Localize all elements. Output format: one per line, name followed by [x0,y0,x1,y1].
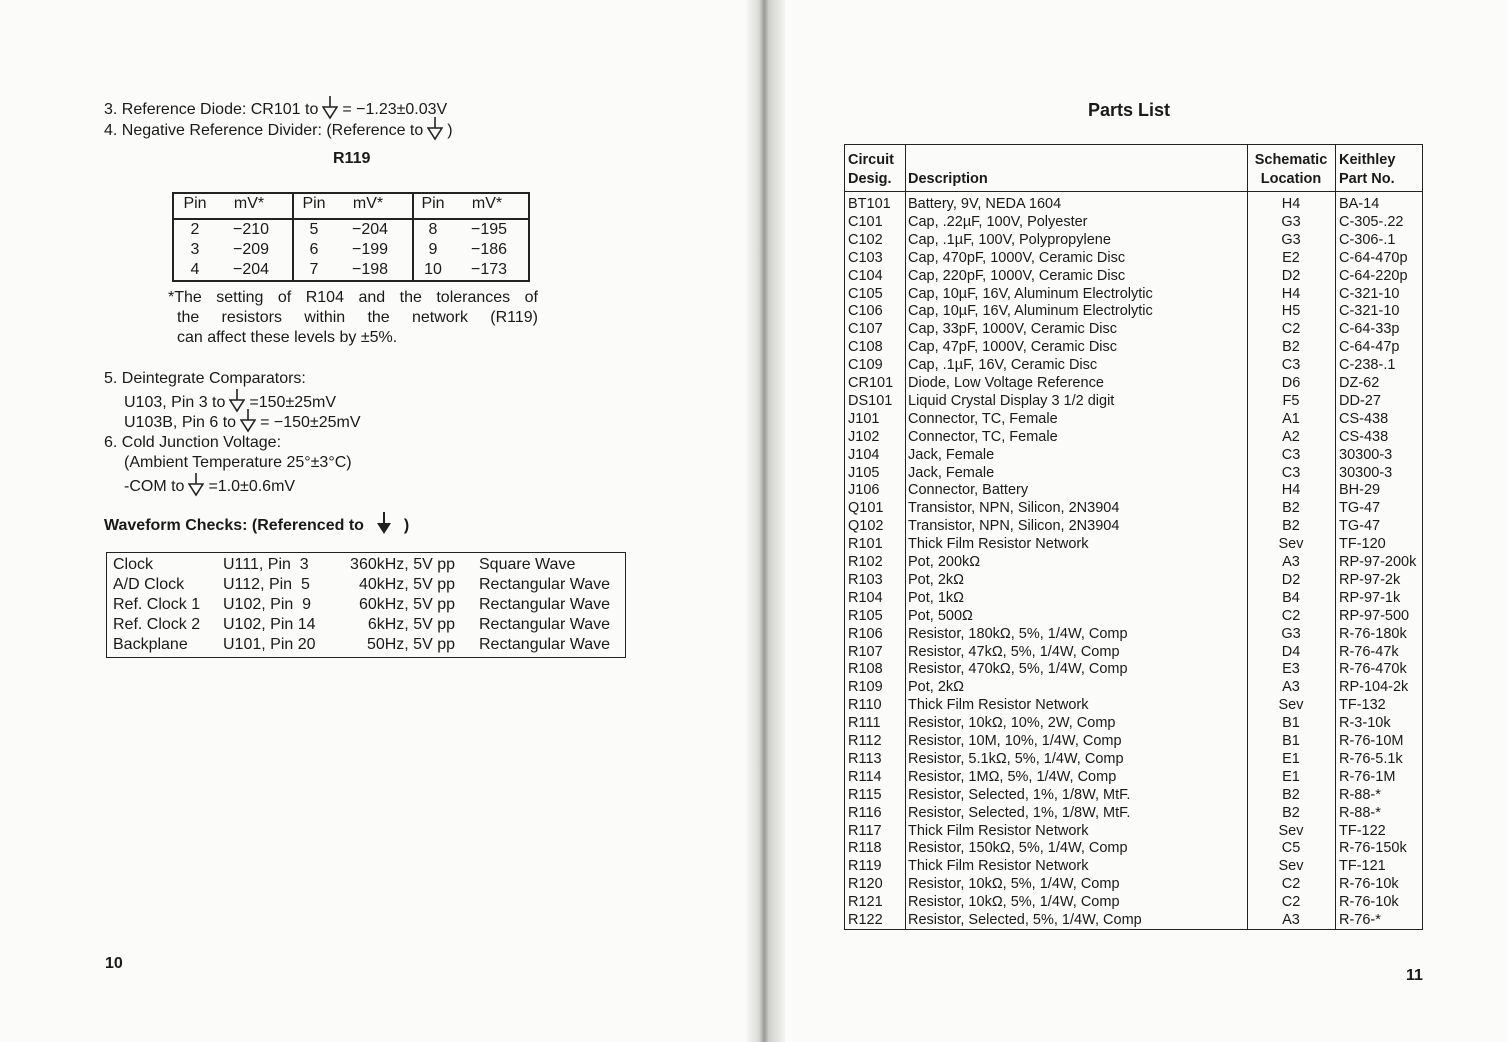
keithley-part-no: RP-104-2k [1339,679,1409,696]
frequency: 40kHz, 5V pp [358,576,455,593]
column-divider [412,194,414,280]
item-5-value: = −150±25mV [260,414,361,431]
circuit-designation: Q101 [848,500,884,517]
circuit-designation: BT101 [848,196,891,212]
parts-row [845,893,1422,911]
schematic-location: H4 [1281,482,1301,499]
circuit-designation: R111 [848,715,881,732]
r119-table [172,192,530,282]
description: Diode, Low Voltage Reference [908,375,1104,391]
parts-row [845,732,1422,750]
keithley-part-no: TF-132 [1339,697,1386,714]
description: Cap, .1µF, 16V, Ceramic Disc [908,357,1098,374]
circuit-designation: C101 [848,213,883,230]
schematic-location: A2 [1282,428,1300,445]
item-6-title: 6. Cold Junction Voltage: [104,434,282,451]
description: Pot, 2kΩ [908,679,964,696]
keithley-part-no: DD-27 [1339,392,1381,409]
pin-value: 5 [309,221,319,238]
parts-row [845,302,1422,320]
schematic-location: H4 [1281,196,1301,212]
circuit-designation: R103 [848,571,883,588]
schematic-location: Sev [1278,536,1304,553]
description: Cap, 33pF, 1000V, Ceramic Disc [908,321,1118,338]
parts-row [845,786,1422,804]
parts-row [845,607,1422,625]
parts-row [845,410,1422,428]
schematic-location: E3 [1282,661,1300,678]
r119-title: R119 [333,150,371,167]
waveform-type: Rectangular Wave [479,576,611,593]
keithley-part-no: RP-97-1k [1339,589,1401,606]
parts-list-title: Parts List [1088,100,1171,120]
header-schematic: Schematic [1254,152,1328,168]
schematic-location: A3 [1282,912,1300,928]
frequency: 50Hz, 5V pp [366,636,455,653]
item-5-label: U103B, Pin 6 to [124,414,237,431]
circuit-designation: R108 [848,661,883,678]
page-number: 10 [105,955,123,972]
description: Battery, 9V, NEDA 1604 [908,196,1062,212]
schematic-location: C3 [1281,446,1301,463]
keithley-part-no: C-64-33p [1339,321,1400,338]
signal-name: Ref. Clock 2 [113,616,201,633]
schematic-location: B2 [1282,518,1300,535]
parts-row [845,714,1422,732]
waveform-type: Rectangular Wave [479,596,611,613]
test-point: U101, Pin 20 [223,636,316,653]
circuit-designation: R104 [848,589,883,606]
description: Cap, .22µF, 100V, Polyester [908,213,1088,230]
mv-value: −204 [351,221,389,238]
header-circuit: Circuit [848,152,894,168]
waveform-title-close: ) [403,517,410,534]
circuit-designation: R101 [848,536,883,553]
schematic-location: C2 [1281,876,1301,893]
header-description: Description [908,171,988,187]
parts-row [845,338,1422,356]
pin-value: 4 [190,261,200,278]
keithley-part-no: R-3-10k [1339,715,1391,732]
description: Connector, Battery [908,482,1029,499]
mv-value: −173 [470,261,508,278]
description: Cap, .1µF, 100V, Polypropylene [908,231,1111,248]
waveform-type: Rectangular Wave [479,636,611,653]
circuit-designation: J101 [848,410,880,427]
description: Thick Film Resistor Network [908,822,1089,839]
keithley-part-no: RP-97-500 [1339,607,1410,624]
keithley-part-no: R-76-10k [1339,894,1399,911]
keithley-part-no: R-88-* [1339,804,1381,821]
schematic-location: D2 [1281,571,1301,588]
signal-name: Backplane [113,636,188,653]
ground-icon [427,117,443,141]
schematic-location: B2 [1282,500,1300,517]
description: Resistor, 10kΩ, 5%, 1/4W, Comp [908,894,1120,911]
circuit-designation: R107 [848,643,883,660]
page-number: 11 [1406,967,1423,984]
parts-row [845,768,1422,786]
pin-value: 2 [190,221,200,238]
circuit-designation: J104 [848,446,880,463]
description: Liquid Crystal Display 3 1/2 digit [908,392,1115,409]
description: Resistor, 470kΩ, 5%, 1/4W, Comp [908,661,1128,678]
schematic-location: B2 [1282,339,1300,356]
footnote-line: the resistors within the network (R119) [177,309,538,326]
keithley-part-no: BH-29 [1339,482,1381,499]
parts-row [845,195,1422,213]
parts-row [845,571,1422,589]
circuit-designation: C102 [848,231,883,248]
header-location: Location [1260,171,1322,187]
parts-row [845,285,1422,303]
parts-row [845,875,1422,893]
circuit-designation: R119 [848,858,882,875]
parts-row [845,857,1422,875]
pin-value: 9 [428,241,438,258]
keithley-part-no: C-238-.1 [1339,357,1396,374]
waveform-type: Rectangular Wave [479,616,611,633]
mv-value: −195 [470,221,508,238]
header-keithley: Keithley [1339,152,1396,168]
schematic-location: B1 [1282,733,1300,749]
frequency: 360kHz, 5V pp [350,556,455,573]
item-6-line-2 [124,473,295,497]
circuit-designation: C105 [848,285,883,302]
description: Jack, Female [908,446,995,463]
schematic-location: Sev [1278,697,1304,714]
keithley-part-no: R-76-47k [1339,643,1399,660]
ground-icon [240,409,256,433]
circuit-designation: J102 [848,428,880,445]
parts-row [845,660,1422,678]
circuit-designation: R118 [848,840,882,857]
schematic-location: B1 [1282,715,1300,732]
keithley-part-no: C-321-10 [1339,285,1400,302]
circuit-designation: R116 [848,804,882,821]
parts-row [845,374,1422,392]
keithley-part-no: C-305-.22 [1339,213,1404,230]
item-4 [104,117,453,141]
schematic-location: C2 [1281,607,1301,624]
pin-value: 8 [428,221,438,238]
description: Resistor, 180kΩ, 5%, 1/4W, Comp [908,625,1128,642]
waveform-row [107,616,625,636]
parts-row [845,392,1422,410]
keithley-part-no: R-76-470k [1339,661,1407,678]
circuit-designation: J106 [848,482,880,499]
circuit-designation: Q102 [848,518,884,535]
keithley-part-no: 30300-3 [1339,464,1393,481]
keithley-part-no: R-76-10M [1339,733,1404,749]
circuit-designation: R102 [848,554,883,570]
parts-row [845,356,1422,374]
circuit-designation: CR101 [848,375,894,391]
description: Pot, 500Ω [908,607,973,624]
footnote [168,288,538,348]
schematic-location: C2 [1281,894,1301,911]
circuit-designation: R117 [848,822,882,839]
signal-name: A/D Clock [113,576,185,593]
keithley-part-no: R-88-* [1339,786,1381,803]
waveform-title-text: Waveform Checks: (Referenced to [104,517,364,534]
parts-row [845,428,1422,446]
keithley-part-no: TG-47 [1339,500,1381,517]
description: Thick Film Resistor Network [908,858,1089,875]
parts-table [844,144,1423,930]
circuit-designation: C106 [848,303,883,320]
schematic-location: E2 [1282,249,1300,266]
keithley-part-no: CS-438 [1339,410,1389,427]
pin-value: 10 [424,261,442,278]
schematic-location: A3 [1282,679,1300,696]
circuit-designation: R114 [848,768,882,785]
description: Resistor, 10M, 10%, 1/4W, Comp [908,733,1122,749]
header-pin: Pin [421,195,445,212]
schematic-location: B2 [1282,786,1300,803]
description: Transistor, NPN, Silicon, 2N3904 [908,500,1120,517]
description: Cap, 47pF, 1000V, Ceramic Disc [908,339,1118,356]
circuit-designation: C104 [848,267,883,284]
schematic-location: E1 [1282,768,1300,785]
description: Cap, 220pF, 1000V, Ceramic Disc [908,267,1126,284]
parts-row [845,553,1422,571]
description: Pot, 2kΩ [908,571,964,588]
mv-value: −199 [351,241,389,258]
book-spine [745,0,785,1042]
item-6-value: =1.0±0.6mV [208,478,296,495]
header-pin: Pin [183,195,207,212]
keithley-part-no: R-76-* [1339,912,1381,928]
circuit-designation: R109 [848,679,883,696]
keithley-part-no: C-64-470p [1339,249,1408,266]
column-divider [292,194,294,280]
item-6-line-1: (Ambient Temperature 25°±3°C) [124,454,352,471]
parts-row [845,822,1422,840]
mv-value: −210 [232,221,270,238]
description: Resistor, 10kΩ, 10%, 2W, Comp [908,715,1116,732]
keithley-part-no: RP-97-200k [1339,554,1417,570]
mv-value: −209 [232,241,270,258]
description: Connector, TC, Female [908,410,1058,427]
frequency: 60kHz, 5V pp [358,596,455,613]
test-point: U111, Pin 3 [223,556,309,573]
description: Pot, 1kΩ [908,589,964,606]
keithley-part-no: CS-438 [1339,428,1389,445]
parts-row [845,804,1422,822]
circuit-designation: J105 [848,464,880,481]
circuit-designation: C108 [848,339,883,356]
schematic-location: C5 [1281,840,1301,857]
waveform-row [107,596,625,616]
parts-row [845,446,1422,464]
keithley-part-no: BA-14 [1339,196,1380,212]
header-rule [174,218,528,220]
pin-value: 6 [309,241,319,258]
item-5-value: =150±25mV [249,394,337,411]
description: Resistor, Selected, 5%, 1/4W, Comp [908,912,1142,928]
description: Cap, 10µF, 16V, Aluminum Electrolytic [908,285,1153,302]
schematic-location: G3 [1281,231,1301,248]
parts-row [845,750,1422,768]
schematic-location: Sev [1278,822,1304,839]
description: Connector, TC, Female [908,428,1058,445]
description: Cap, 470pF, 1000V, Ceramic Disc [908,249,1126,266]
schematic-location: D4 [1281,643,1301,660]
description: Jack, Female [908,464,995,481]
description: Transistor, NPN, Silicon, 2N3904 [908,518,1120,535]
schematic-location: D6 [1281,375,1301,391]
schematic-location: D2 [1281,267,1301,284]
header-pin: Pin [302,195,326,212]
description: Resistor, 47kΩ, 5%, 1/4W, Comp [908,643,1120,660]
circuit-designation: DS101 [848,392,893,409]
parts-row [845,911,1422,929]
circuit-designation: R115 [848,786,882,803]
description: Resistor, 150kΩ, 5%, 1/4W, Comp [908,840,1128,857]
schematic-location: H4 [1281,285,1301,302]
description: Resistor, 5.1kΩ, 5%, 1/4W, Comp [908,750,1124,767]
schematic-location: A1 [1282,410,1300,427]
description: Resistor, Selected, 1%, 1/8W, MtF. [908,786,1131,803]
ground-icon [188,473,204,497]
keithley-part-no: C-321-10 [1339,303,1400,320]
footnote-line: *The setting of R104 and the tolerances of [168,289,538,306]
item-5-title: 5. Deintegrate Comparators: [104,370,306,387]
test-point: U102, Pin 14 [223,616,316,633]
schematic-location: B4 [1282,589,1300,606]
circuit-designation: R120 [848,876,883,893]
item-5-line-2 [124,409,360,433]
description: Resistor, 1MΩ, 5%, 1/4W, Comp [908,768,1117,785]
description: Thick Film Resistor Network [908,536,1089,553]
pin-value: 3 [190,241,200,258]
keithley-part-no: R-76-150k [1339,840,1407,857]
description: Cap, 10µF, 16V, Aluminum Electrolytic [908,303,1153,320]
header-desig: Desig. [848,171,892,187]
item-4-text: 4. Negative Reference Divider: (Reference to [104,122,424,139]
test-point: U112, Pin 5 [223,576,310,593]
schematic-location: Sev [1278,858,1304,875]
keithley-part-no: C-64-220p [1339,267,1408,284]
waveform-row [107,576,625,596]
description: Resistor, Selected, 1%, 1/8W, MtF. [908,804,1131,821]
keithley-part-no: R-76-1M [1339,768,1396,785]
header-mv: mV* [352,195,384,212]
keithley-part-no: R-76-10k [1339,876,1399,893]
circuit-designation: C107 [848,321,883,338]
description: Thick Film Resistor Network [908,697,1089,714]
item-5-label: U103, Pin 3 to [124,394,226,411]
parts-row [845,213,1422,231]
parts-row [845,643,1422,661]
header-part-no: Part No. [1339,171,1395,187]
waveform-table [106,552,626,658]
circuit-designation: R113 [848,750,882,767]
schematic-location: F5 [1282,392,1300,409]
signal-name: Ref. Clock 1 [113,596,201,613]
parts-row [845,249,1422,267]
keithley-part-no: R-76-180k [1339,625,1407,642]
waveform-row [107,636,625,656]
keithley-part-no: RP-97-2k [1339,571,1401,588]
schematic-location: C2 [1281,321,1301,338]
keithley-part-no: TF-121 [1339,858,1386,875]
parts-row [845,517,1422,535]
header-mv: mV* [233,195,265,212]
parts-row [845,625,1422,643]
circuit-designation: R122 [848,912,883,928]
parts-row [845,839,1422,857]
parts-row [845,696,1422,714]
parts-row [845,231,1422,249]
item-4-close: ) [447,122,453,139]
test-point: U102, Pin 9 [223,596,312,613]
parts-row [845,499,1422,517]
circuit-designation: C103 [848,249,883,266]
parts-row [845,320,1422,338]
schematic-location: C3 [1281,464,1301,481]
parts-row [845,481,1422,499]
circuit-designation: R105 [848,607,883,624]
circuit-designation: R106 [848,625,883,642]
schematic-location: E1 [1282,750,1300,767]
parts-row [845,267,1422,285]
keithley-part-no: C-306-.1 [1339,231,1396,248]
circuit-designation: R112 [848,733,882,749]
schematic-location: B2 [1282,804,1300,821]
schematic-location: G3 [1281,213,1301,230]
schematic-location: G3 [1281,625,1301,642]
item-6-label: -COM to [124,478,185,495]
mv-value: −204 [232,261,270,278]
keithley-part-no: TF-120 [1339,536,1386,553]
parts-row [845,464,1422,482]
pin-value: 7 [309,261,319,278]
waveform-row [107,556,625,576]
schematic-location: A3 [1282,554,1300,570]
circuit-designation: C109 [848,357,883,374]
keithley-part-no: TF-122 [1339,822,1386,839]
footnote-line: can affect these levels by ±5%. [177,329,398,346]
description: Resistor, 10kΩ, 5%, 1/4W, Comp [908,876,1120,893]
frequency: 6kHz, 5V pp [367,616,455,633]
keithley-part-no: DZ-62 [1339,375,1380,391]
ground-icon [376,512,392,536]
waveform-type: Square Wave [479,556,576,573]
parts-row [845,535,1422,553]
parts-row [845,678,1422,696]
keithley-part-no: R-76-5.1k [1339,750,1403,767]
keithley-part-no: 30300-3 [1339,446,1393,463]
mv-value: −186 [470,241,508,258]
waveform-title [104,512,409,536]
parts-row [845,589,1422,607]
keithley-part-no: TG-47 [1339,518,1381,535]
signal-name: Clock [113,556,154,573]
header-mv: mV* [471,195,503,212]
circuit-designation: R121 [848,894,883,911]
schematic-location: C3 [1281,357,1301,374]
schematic-location: H5 [1281,303,1301,320]
keithley-part-no: C-64-47p [1339,339,1400,356]
mv-value: −198 [351,261,389,278]
circuit-designation: R110 [848,697,882,714]
item-3-value: = −1.23±0.03V [342,101,448,118]
description: Pot, 200kΩ [908,554,981,570]
item-3-text: 3. Reference Diode: CR101 to [104,101,319,118]
